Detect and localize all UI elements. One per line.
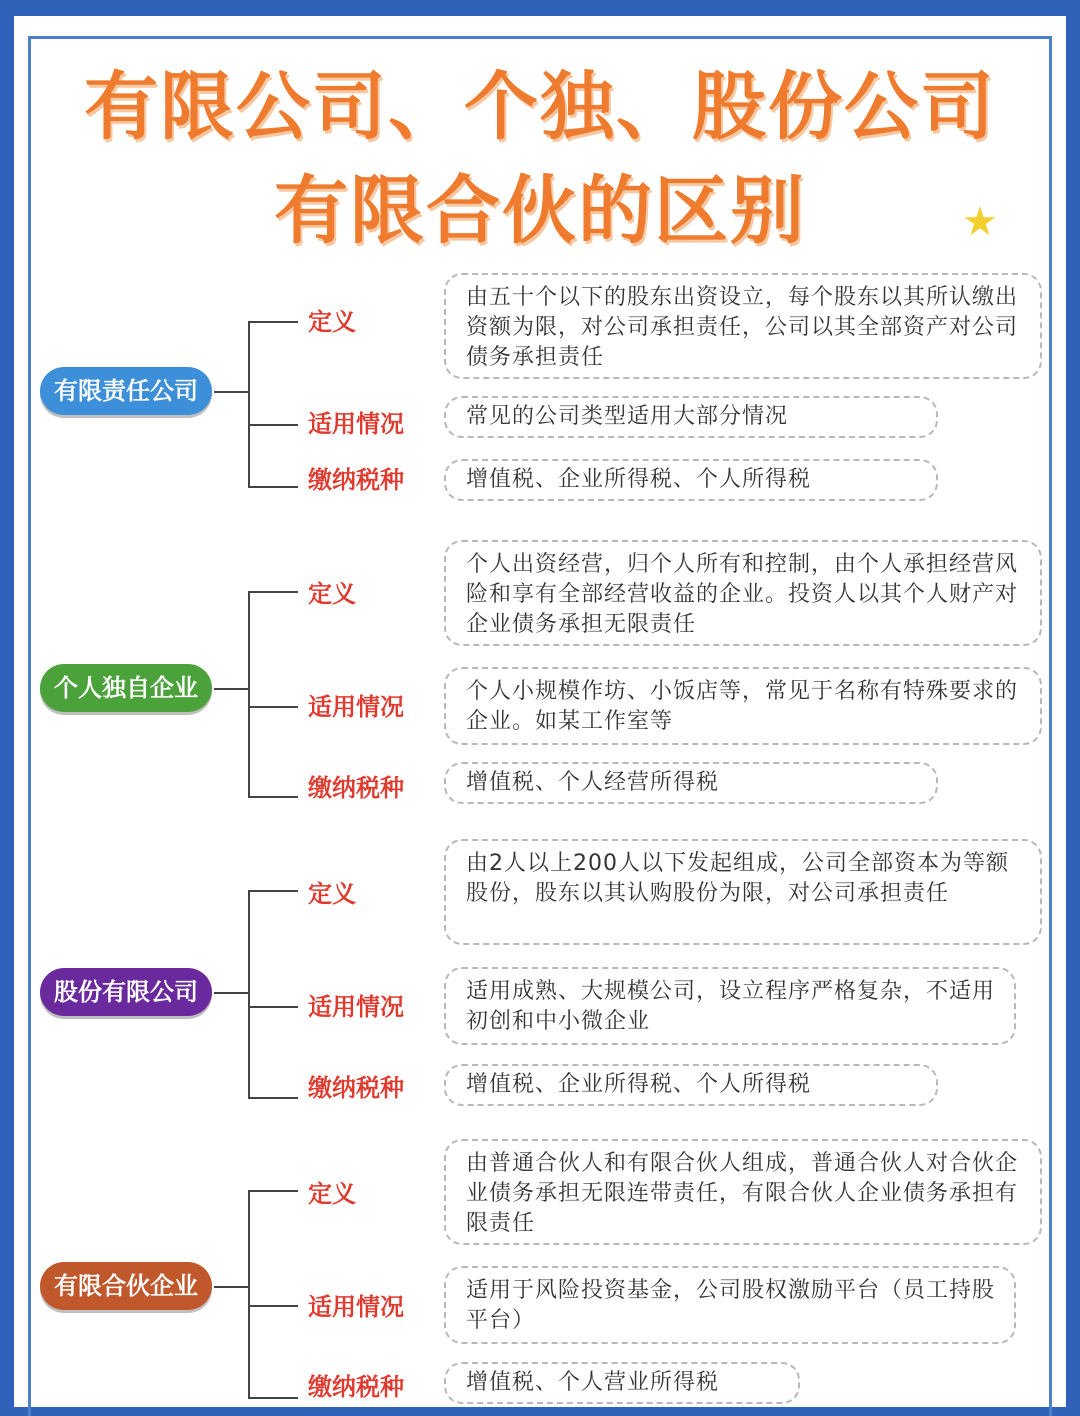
tax-box: 增值税、企业所得税、个人所得税 <box>444 459 938 501</box>
applicable-box: 适用于风险投资基金，公司股权激励平台（员工持股平台） <box>444 1266 1016 1344</box>
company-badge-sole-proprietorship: 个人独自企业 <box>40 664 212 712</box>
connector <box>248 591 298 593</box>
connector <box>248 1190 298 1192</box>
company-badge-joint-stock: 股份有限公司 <box>40 968 212 1016</box>
definition-box: 个人出资经营，归个人所有和控制，由个人承担经营风险和享有全部经营收益的企业。投资人以其个人财产对企业债务承担无限责任 <box>444 540 1042 646</box>
row-label-tax: 缴纳税种 <box>308 1373 404 1401</box>
definition-box: 由普通合伙人和有限合伙人组成，普通合伙人对合伙企业债务承担无限连带责任，有限合伙人企业债务承担有限责任 <box>444 1139 1042 1245</box>
row-label-applicable: 适用情况 <box>308 1293 404 1321</box>
row-label-definition: 定义 <box>308 880 356 908</box>
poster-frame <box>14 16 1066 1407</box>
row-label-applicable: 适用情况 <box>308 410 404 438</box>
row-label-applicable: 适用情况 <box>308 693 404 721</box>
connector <box>248 321 298 323</box>
row-label-definition: 定义 <box>308 580 356 608</box>
connector <box>248 1097 298 1099</box>
tax-box: 增值税、个人经营所得税 <box>444 762 938 804</box>
connector <box>248 486 298 488</box>
connector <box>248 424 298 426</box>
title-line-1: 有限公司、个独、股份公司 <box>84 64 996 150</box>
tax-box: 增值税、个人营业所得税 <box>444 1362 800 1404</box>
row-label-tax: 缴纳税种 <box>308 1074 404 1102</box>
applicable-box: 个人小规模作坊、小饭店等，常见于名称有特殊要求的企业。如某工作室等 <box>444 667 1042 745</box>
row-label-applicable: 适用情况 <box>308 993 404 1021</box>
title-line-2: 有限合伙的区别 <box>274 168 806 254</box>
connector <box>248 1397 298 1399</box>
row-label-tax: 缴纳税种 <box>308 774 404 802</box>
definition-box: 由2人以上200人以下发起组成，公司全部资本为等额股份，股东以其认购股份为限，对公司承担责任 <box>444 839 1042 945</box>
star-icon: ★ <box>962 199 998 245</box>
connector <box>248 1190 250 1398</box>
connector <box>214 992 250 994</box>
connector <box>214 391 250 393</box>
connector <box>248 706 298 708</box>
connector <box>214 688 250 690</box>
company-badge-limited-partnership: 有限合伙企业 <box>40 1262 212 1310</box>
row-label-tax: 缴纳税种 <box>308 466 404 494</box>
row-label-definition: 定义 <box>308 1180 356 1208</box>
connector <box>248 591 250 797</box>
connector <box>248 321 250 487</box>
definition-box: 由五十个以下的股东出资设立，每个股东以其所认缴出资额为限，对公司承担责任，公司以其全部资产对公司债务承担责任 <box>444 273 1042 379</box>
tax-box: 增值税、企业所得税、个人所得税 <box>444 1064 938 1106</box>
connector <box>248 1006 298 1008</box>
connector <box>248 796 298 798</box>
applicable-box: 常见的公司类型适用大部分情况 <box>444 396 938 438</box>
company-badge-limited-liability: 有限责任公司 <box>40 367 212 415</box>
connector <box>214 1286 250 1288</box>
connector <box>248 890 298 892</box>
row-label-definition: 定义 <box>308 308 356 336</box>
connector <box>248 890 250 1098</box>
connector <box>248 1305 298 1307</box>
applicable-box: 适用成熟、大规模公司，设立程序严格复杂，不适用初创和中小微企业 <box>444 967 1016 1045</box>
